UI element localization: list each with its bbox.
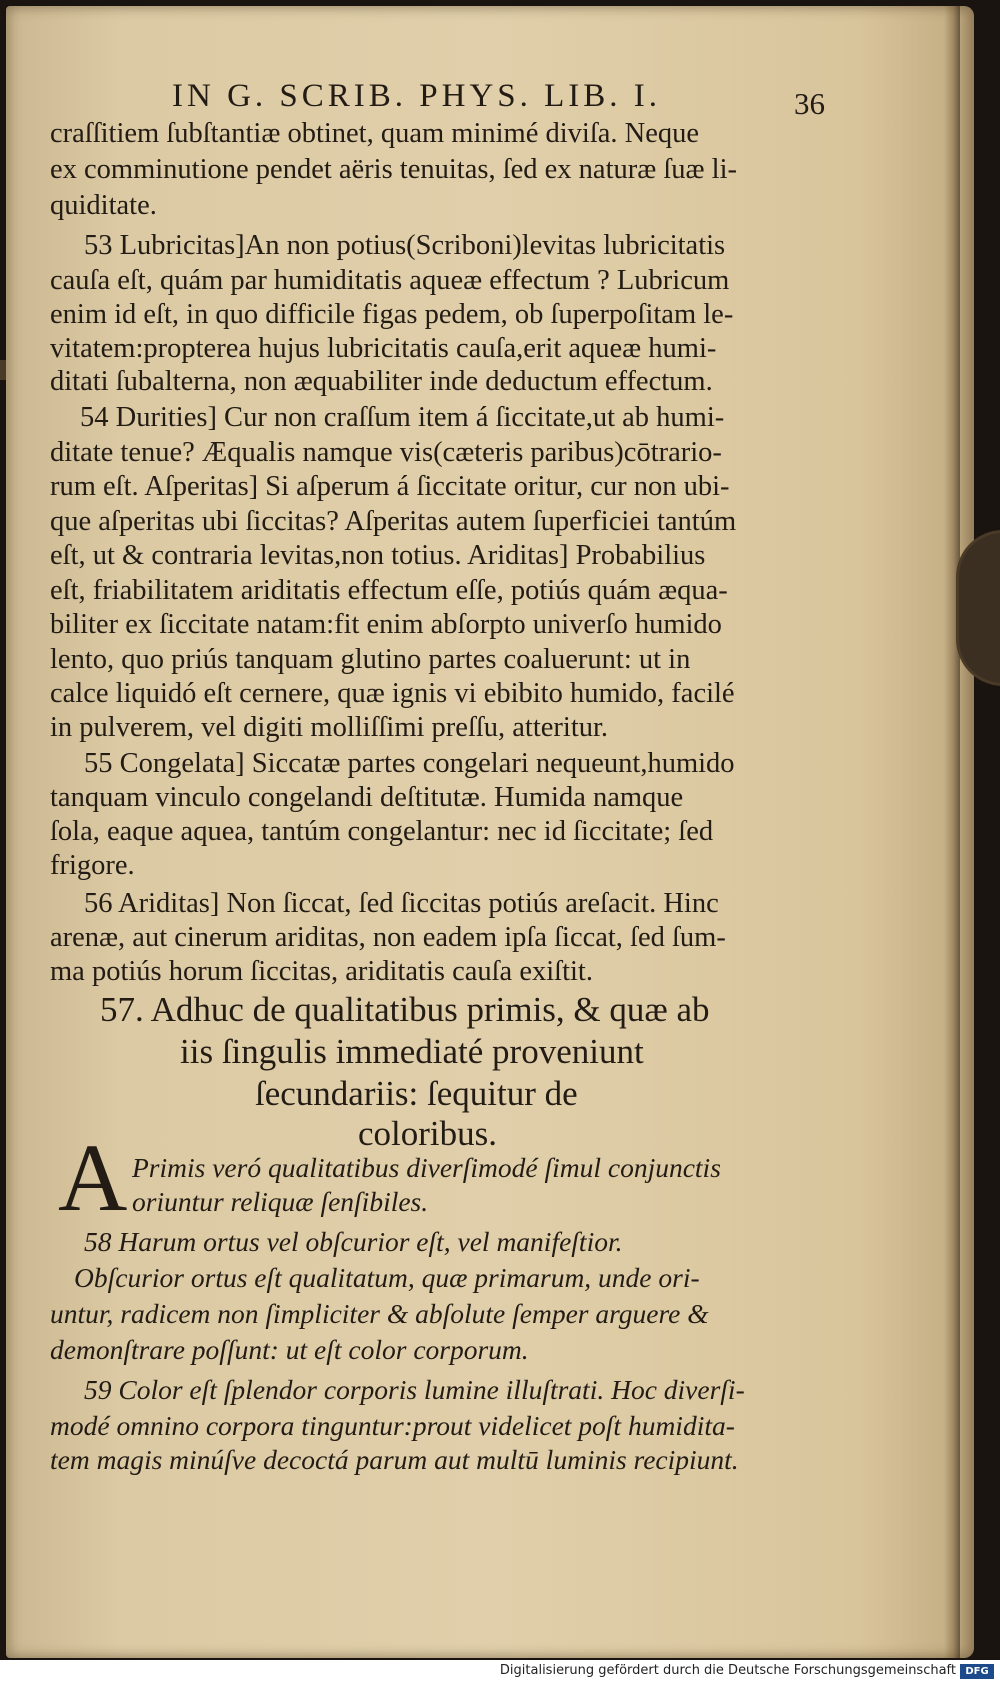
text-line: enim id eſt, in quo difficile figas pedem, ob ſuperpoſitam le-: [50, 299, 734, 330]
section-heading-line: iis ſingulis immediaté proveniunt: [180, 1032, 644, 1071]
italic-line: Obſcurior ortus eſt qualitatum, quæ primarum, unde ori-: [74, 1262, 700, 1293]
text-line: quiditate.: [50, 190, 157, 221]
italic-line: 59 Color eſt ſplendor corporis lumine illuſtrati. Hoc diverſi-: [84, 1374, 745, 1405]
text-line: vitatem:propterea hujus lubricitatis cauſa,erit aqueæ humi-: [50, 333, 717, 364]
running-head: IN G. SCRIB. PHYS. LIB. I.: [172, 78, 662, 114]
footer-bar: [0, 1660, 1000, 1684]
text-line: tanquam vinculo congelandi deſtitutæ. Humida namque: [50, 782, 684, 813]
italic-line: demonſtrare poſſunt: ut eſt color corporum.: [50, 1334, 529, 1365]
text-line: ex comminutione pendet aëris tenuitas, ſed ex naturæ ſuæ li-: [50, 154, 737, 185]
text-line: ditati ſubalterna, non æquabiliter inde deductum effectum.: [50, 366, 713, 397]
text-line: biliter ex ſiccitate natam:fit enim abſorpto univerſo humido: [50, 609, 722, 640]
text-line: 55 Congelata] Siccatæ partes congelari nequeunt,humido: [84, 748, 735, 779]
text-line: ſola, eaque aquea, tantúm congelantur: nec id ſiccitate; ſed: [50, 816, 714, 847]
text-line: lento, quo priús tanquam glutino partes coaluerunt: ut in: [50, 644, 691, 675]
text-line: ditate tenue? Æqualis namque vis(cæteris paribus)cōtrario-: [50, 437, 722, 468]
text-line: 54 Durities] Cur non craſſum item á ſiccitate,ut ab humi-: [80, 402, 725, 433]
italic-line: tem magis minúſve decoctá parum aut multū luminis recipiunt.: [50, 1444, 739, 1475]
text-line: 56 Ariditas] Non ſiccat, ſed ſiccitas potiús areſacit. Hinc: [84, 888, 719, 919]
italic-line: Primis veró qualitatibus diverſimodé ſimul conjunctis: [132, 1152, 721, 1183]
italic-line: modé omnino corpora tinguntur:prout videlicet poſt humidita-: [50, 1410, 735, 1441]
text-line: que aſperitas ubi ſiccitas? Aſperitas autem ſuperficiei tantúm: [50, 506, 737, 537]
italic-line: oriuntur reliquæ ſenſibiles.: [132, 1186, 429, 1217]
text-line: calce liquidó eſt cernere, quæ ignis vi ebibito humido, facilé: [50, 678, 735, 709]
text-line: frigore.: [50, 850, 135, 881]
dfg-logo: DFG: [960, 1664, 994, 1679]
italic-line: untur, radicem non ſimpliciter & abſolute ſemper arguere &: [50, 1298, 709, 1329]
text-line: ma potiús horum ſiccitas, ariditatis cauſa exiſtit.: [50, 956, 593, 987]
digitization-credit: Digitalisierung gefördert durch die Deutsche Forschungsgemeinschaft: [499, 1663, 956, 1678]
text-line: eſt, friabilitatem ariditatis effectum eſſe, potiús quám æqua-: [50, 575, 728, 606]
section-heading-line: coloribus.: [358, 1114, 498, 1153]
text-line: rum eſt. Aſperitas] Si aſperum á ſiccitate oritur, cur non ubi-: [50, 471, 730, 502]
page-number: 36: [794, 86, 825, 121]
text-line: 53 Lubricitas]An non potius(Scriboni)levitas lubricitatis: [84, 230, 726, 261]
section-heading-line: 57. Adhuc de qualitatibus primis, & quæ ab: [100, 990, 710, 1029]
text-line: craſſitiem ſubſtantiæ obtinet, quam minimé diviſa. Neque: [50, 118, 700, 149]
section-heading-line: ſecundariis: ſequitur de: [255, 1074, 578, 1113]
text-line: arenæ, aut cinerum ariditas, non eadem ipſa ſiccat, ſed ſum-: [50, 922, 726, 953]
text-line: in pulverem, vel digiti molliſſimi preſſu, atteritur.: [50, 712, 609, 743]
drop-capital: A: [58, 1124, 128, 1231]
text-line: eſt, ut & contraria levitas,non totius. Ariditas] Probabilius: [50, 540, 706, 571]
italic-line: 58 Harum ortus vel obſcurior eſt, vel manifeſtior.: [84, 1226, 623, 1257]
text-line: cauſa eſt, quám par humiditatis aqueæ effectum ? Lubricum: [50, 265, 730, 296]
